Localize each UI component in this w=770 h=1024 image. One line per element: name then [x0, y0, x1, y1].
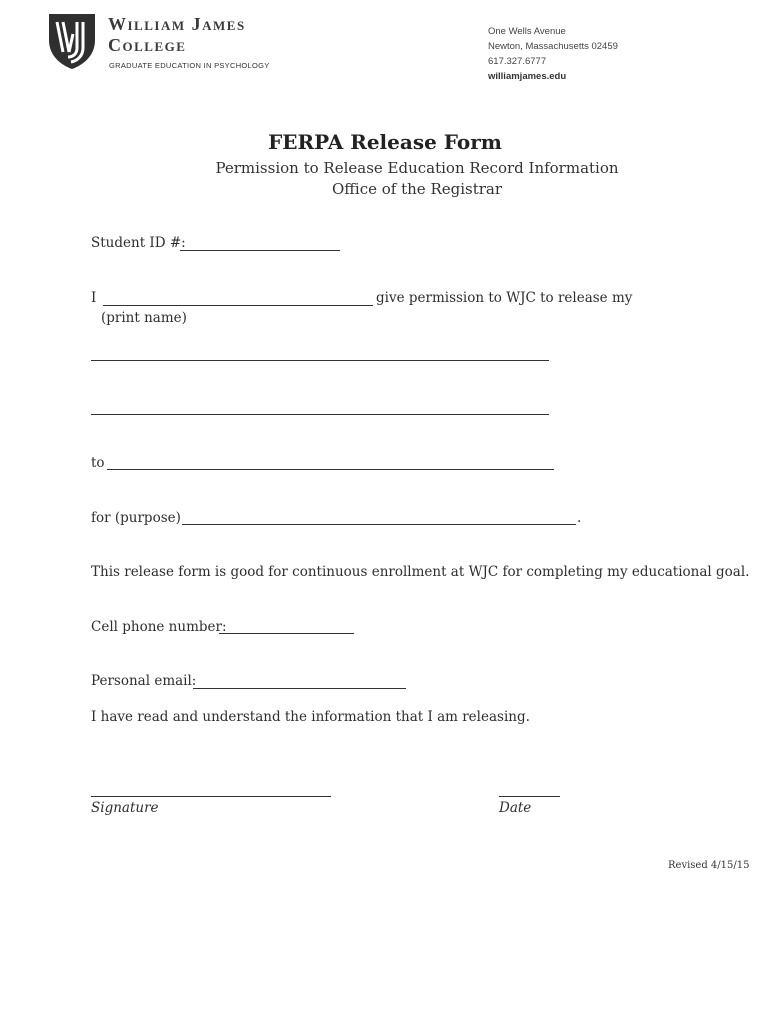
college-logo [47, 12, 97, 70]
purpose-field[interactable] [182, 524, 576, 525]
print-name-label: (print name) [101, 310, 187, 326]
permission-text: give permission to WJC to release my [376, 290, 633, 306]
record-info-field-1[interactable] [91, 360, 549, 361]
college-tagline: GRADUATE EDUCATION IN PSYCHOLOGY [109, 61, 270, 70]
revision-date: Revised 4/15/15 [668, 860, 750, 871]
record-info-field-2[interactable] [91, 414, 549, 415]
email-field[interactable] [193, 688, 406, 689]
recipient-field[interactable] [107, 469, 554, 470]
to-label: to [91, 455, 105, 471]
subtitle-line2: Office of the Registrar [331, 180, 503, 198]
release-note: This release form is good for continuous enrollment at WJC for completing my educational goal. [91, 564, 750, 580]
phone-number: 617.327.6777 [488, 56, 547, 67]
form-subtitle [0, 158, 770, 200]
address-line: One Wells Avenue [488, 26, 566, 37]
date-field[interactable] [499, 796, 560, 797]
signature-label: Signature [91, 800, 159, 816]
website-link[interactable]: williamjames.edu [488, 71, 567, 82]
purpose-label: for (purpose) [91, 510, 181, 526]
acknowledgement-text: I have read and understand the information that I am releasing. [91, 709, 530, 725]
date-label: Date [499, 800, 532, 816]
i-label: I [91, 290, 97, 306]
address-block [488, 24, 618, 84]
subtitle-line1: Permission to Release Education Record Information [215, 159, 619, 177]
college-name-line2: College [108, 35, 187, 55]
address-line: Newton, Massachusetts 02459 [488, 41, 618, 52]
college-name-line1: William James [108, 14, 246, 34]
signature-field[interactable] [91, 796, 331, 797]
email-label: Personal email: [91, 673, 197, 689]
cell-phone-field[interactable] [219, 633, 354, 634]
print-name-field[interactable] [103, 305, 373, 306]
cell-phone-label: Cell phone number: [91, 619, 227, 635]
student-id-label: Student ID #: [91, 235, 186, 251]
purpose-period: . [577, 510, 582, 526]
student-id-field[interactable] [180, 250, 340, 251]
college-name [108, 14, 246, 56]
form-title: FERPA Release Form [268, 130, 502, 154]
